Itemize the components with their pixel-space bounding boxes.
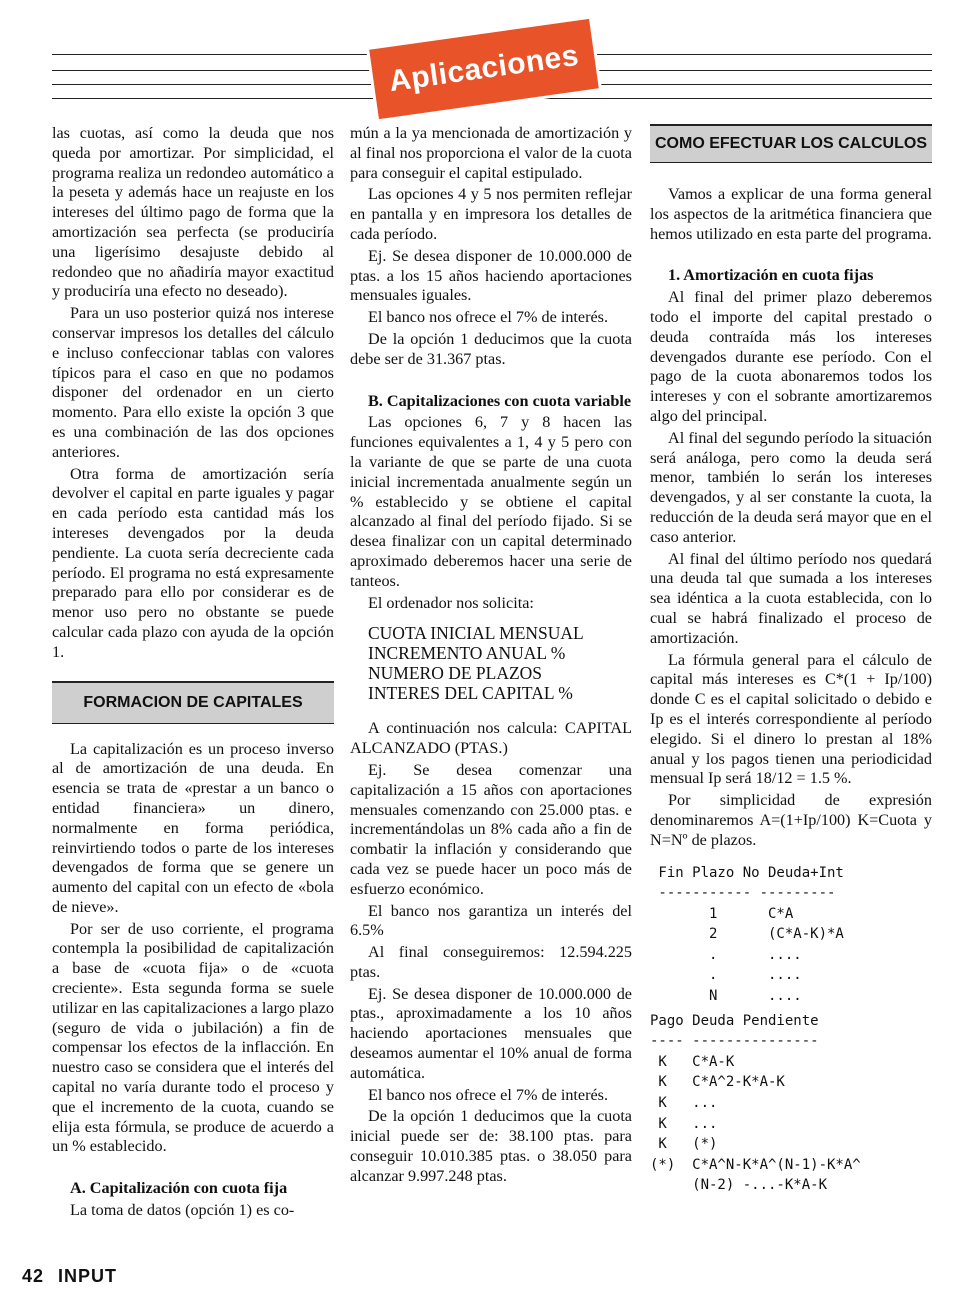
paragraph: Otra forma de amortización sería devolver el capital en parte iguales y pagar en cada período esta cantidad más los intereses devengados por la deuda pendiente. La cuota sería decreciente cada período. El programa no está expresamente preparado para ello por considerar es de menor uso pero no obstante se puede calcular cada plazo con ayuda de la opción 1. bbox=[52, 464, 334, 661]
prompt-item: CUOTA INICIAL MENSUAL bbox=[368, 623, 584, 644]
paragraph: El banco nos ofrece el 7% de interés. bbox=[368, 308, 609, 327]
paragraph: Ej. Se desea disponer de 10.000.000 de ptas., aproximadamente a los 10 años haciendo aportaciones mensuales que deseamos aumentar el 10% anual de forma automática. bbox=[350, 984, 632, 1082]
page-number: 42 bbox=[22, 1266, 45, 1286]
paragraph: Ej. Se desea disponer de 10.000.000 de ptas. a los 15 años haciendo aportaciones mensuales iguales. bbox=[350, 246, 632, 305]
paragraph: El ordenador nos solicita: bbox=[368, 593, 534, 612]
paragraph: Al final conseguiremos: 12.594.225 ptas. bbox=[350, 943, 632, 981]
paragraph: Al final del primer plazo deberemos todo el importe del capital prestado o deuda contraída más los intereses devengados durante ese período. Con el pago de la cuota abonaremos todos los intereses y con el sobrante amortizaremos algo del principal. bbox=[650, 288, 932, 425]
page-footer bbox=[22, 1266, 117, 1287]
paragraph: La fórmula general para el cálculo de capital más intereses es C*(1 + Ip/100) donde C es el capital solicitado o debido e Ip es el interés correspondiente al período elegido. Si el dinero lo prestan al 18% anual y los pagos tienen una periodicidad mensual Ip será 18/12 = 1.5 %. bbox=[650, 650, 932, 788]
paragraph: El banco nos ofrece el 7% de interés. bbox=[368, 1085, 609, 1104]
paragraph: Por ser de uso corriente, el programa contempla la posibilidad de capitalización a base de «cuota fija» o de «cuota creciente». Esta segunda forma se suele utilizar en las capitalizaciones a largo plazo (seguro de vida o jubilación) a fin de compensar los efectos de la inflacción. En nuestro caso se considera que el interés del capital no varía durante todo el proceso y que el incremento de la cuota, cuando se elija esta fórmula, se produce de acuerdo a un % establecido. bbox=[52, 919, 334, 1156]
subheading: 1. Amortización en cuota fijas bbox=[668, 266, 874, 285]
paragraph: mún a la ya mencionada de amortización y al final nos proporciona el valor de la cuota para conseguir el capital estipulado. bbox=[350, 124, 632, 182]
paragraph: Las opciones 6, 7 y 8 hacen las funciones equivalentes a 1, 4 y 5 pero con la variante de que se parte de una cuota inicial incrementada anualmente según un % establecido y se obtiene el capital alcanzado al final del período fijado. Si se desea finalizar con un capital determinado aproximado deberemos hacer una serie de tanteos. bbox=[350, 413, 632, 590]
paragraph: A continuación nos calcula: CAPITAL ALCANZADO (PTAS.) bbox=[350, 719, 632, 758]
paragraph: El banco nos garantiza un interés del 6.5% bbox=[350, 901, 632, 940]
code-table-deuda: Fin Plazo No Deuda+Int ----------- --------- 1 C*A 2 (C*A-K)*A . .... . .... N .... bbox=[658, 864, 844, 1005]
paragraph: Vamos a explicar de una forma general los aspectos de la aritmética financiera que hemos utilizado en esta parte del programa. bbox=[650, 185, 932, 243]
paragraph: Por simplicidad de expresión denominaremos A=(1+Ip/100) K=Cuota y N=Nº de plazos. bbox=[650, 791, 932, 849]
paragraph: La capitalización es un proceso inverso al de amortización de una deuda. En esencia se trata de «prestar a un banco o entidad financiera» un dinero, normalmente en forma periódica, reinvirtiendo todos o parte de los intereses devengados de forma que se genere un aumento del capital con un efecto de «bola de nieve». bbox=[52, 739, 334, 916]
paragraph: Para un uso posterior quizá nos interese conservar impresos los detalles del cálculo e incluso confeccionar tablas con valores típicos para el caso en que no podamos disponer del ordenador en un cierto momento. Para ello existe la opción 3 que es una combinación de las dos opciones anteriores. bbox=[52, 304, 334, 461]
column-3 bbox=[650, 124, 932, 1196]
section-heading-calculos: COMO EFECTUAR LOS CALCULOS bbox=[650, 124, 932, 163]
code-table-pago: Pago Deuda Pendiente ---- --------------- K C*A-K K C*A^2-K*A-K K ... K ... K (*) (*) C*A^N-K*A^(N-1)-K*A^ (N-2) -...-K*A-K bbox=[650, 1012, 861, 1194]
paragraph: La toma de datos (opción 1) es co- bbox=[70, 1201, 295, 1220]
subheading: B. Capitalizaciones con cuota variable bbox=[368, 391, 632, 410]
section-heading-formacion: FORMACION DE CAPITALES bbox=[52, 681, 334, 724]
prompt-list bbox=[368, 623, 632, 703]
column-2 bbox=[350, 124, 632, 1189]
paragraph: Al final del segundo período la situación será análoga, pero como la deuda será menor, también lo serán los intereses devengados, y al ser constante la cuota, la reducción de la deuda será mayor que en el caso anterior. bbox=[650, 428, 932, 546]
paragraph: las cuotas, así como la deuda que nos queda por amortizar. Por simplicidad, el programa realiza un redondeo automático a la peseta y además hace un reajuste en los intereses del último pago de forma que la amortización sea perfecta (se produciría una ligerísimo desajuste debido al redondeo que no añadiría mayor exactitud y produciría una efecto no deseado). bbox=[52, 124, 334, 301]
paragraph: De la opción 1 deducimos que la cuota inicial puede ser de: 38.100 ptas. para conseguir 10.010.385 ptas. o 38.050 para alcanzar 9.997.248 ptas. bbox=[350, 1107, 632, 1185]
column-1 bbox=[52, 124, 334, 1223]
paragraph: Ej. Se desea comenzar una capitalización a 15 años con aportaciones mensuales comenzando con 25.000 ptas. e incrementándolas un 8% cada año a fin de combatir la inflación y considerando que cada vez se puede hacer un poco más de esfuerzo económico. bbox=[350, 760, 632, 898]
prompt-item: INTERES DEL CAPITAL % bbox=[368, 683, 573, 704]
subheading: A. Capitalización con cuota fija bbox=[70, 1179, 288, 1198]
paragraph: Las opciones 4 y 5 nos permiten reflejar en pantalla y en impresora los detalles de cada período. bbox=[350, 185, 632, 243]
banner-title: Aplicaciones bbox=[387, 38, 581, 99]
paragraph: Al final del último período nos quedará una deuda tal que sumada a los intereses sea idéntica a la cuota establecida, con lo cual se habrá finalizado el proceso de amortización. bbox=[650, 549, 932, 647]
paragraph: De la opción 1 deducimos que la cuota debe ser de 31.367 ptas. bbox=[350, 329, 632, 368]
prompt-item: NUMERO DE PLAZOS bbox=[368, 663, 543, 684]
magazine-name: INPUT bbox=[58, 1266, 118, 1286]
section-banner bbox=[369, 19, 599, 119]
prompt-item: INCREMENTO ANUAL % bbox=[368, 643, 566, 664]
